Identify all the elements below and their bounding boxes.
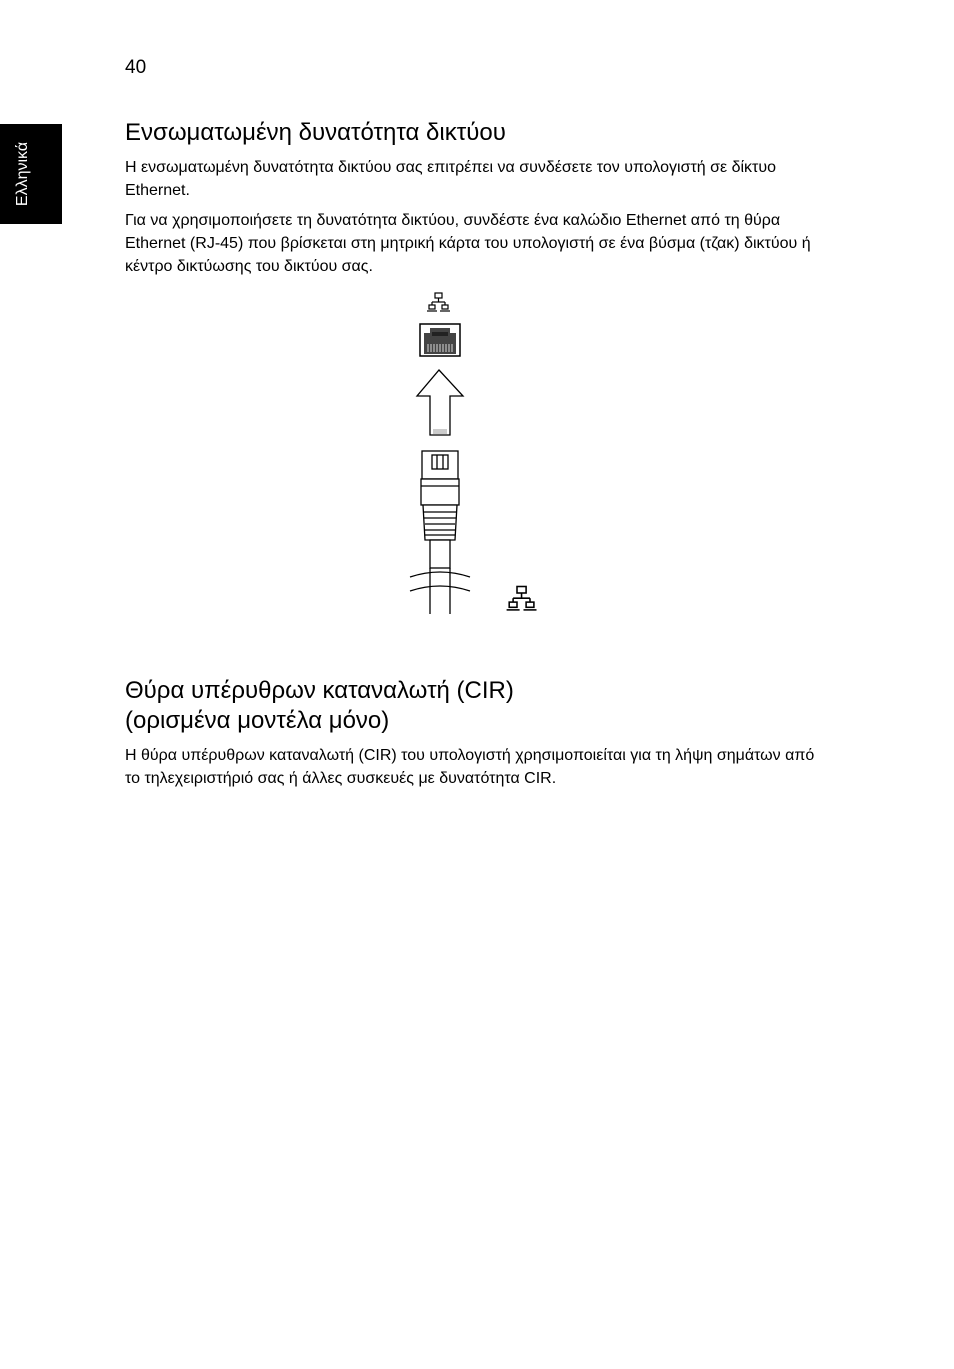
- section-cir-heading-line-1: Θύρα υπέρυθρων καταναλωτή (CIR): [125, 677, 514, 704]
- section-cir-paragraph: Η θύρα υπέρυθρων καταναλωτή (CIR) του υπολογιστή χρησιμοποιείται για τη λήψη σημάτων από το τηλεχειριστήριό σας ή άλλες συσκευές με δυνατότητα CIR.: [125, 747, 815, 787]
- network-icon: [507, 587, 537, 610]
- network-icon: [427, 293, 450, 311]
- ethernet-port-icon: [420, 324, 460, 356]
- up-arrow-icon: [417, 370, 463, 435]
- language-tab: [0, 124, 62, 224]
- ethernet-connection-figure: [395, 288, 545, 618]
- section-cir-heading: [125, 676, 815, 736]
- section-network: [125, 118, 815, 278]
- cable-break: [410, 568, 470, 614]
- page-number: 40: [125, 57, 147, 78]
- language-tab-label: Ελληνικά: [14, 141, 31, 207]
- rj45-plug-icon: [421, 451, 459, 568]
- section-cir-heading-line-2: (ορισμένα μοντέλα μόνο): [125, 707, 390, 734]
- section-network-heading: Ενσωματωμένη δυνατότητα δικτύου: [125, 119, 506, 146]
- section-cir: [125, 676, 815, 790]
- ethernet-connection-illustration: [395, 288, 545, 618]
- section-network-paragraph-1: Η ενσωματωμένη δυνατότητα δικτύου σας επιτρέπει να συνδέσετε τον υπολογιστή σε δίκτυο Ethernet.: [125, 159, 777, 199]
- section-network-paragraph-2: Για να χρησιμοποιήσετε τη δυνατότητα δικτύου, συνδέστε ένα καλώδιο Ethernet από τη θύρα Ethernet (RJ-45) που βρίσκεται στη μητρική κάρτα του υπολογιστή σε ένα βύσμα (τζακ) δικτύου ή κέντρο δικτύωσης του δικτύου σας.: [125, 212, 811, 275]
